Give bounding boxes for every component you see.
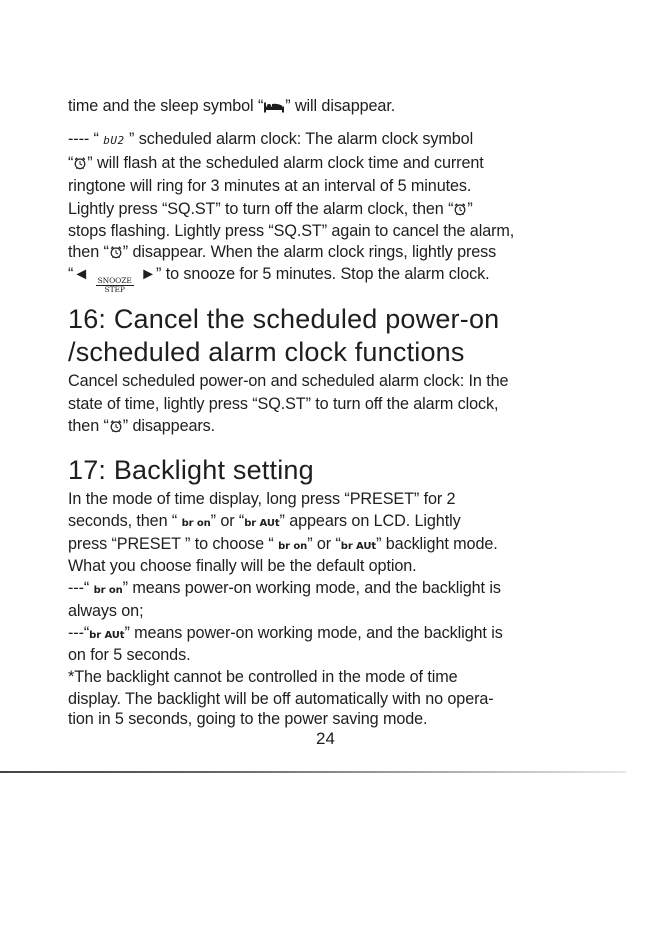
text: press “PRESET ” to choose “ <box>68 535 279 553</box>
text: “ <box>68 154 74 172</box>
text: ” <box>467 200 473 218</box>
snooze-label: SNOOZE <box>97 276 132 285</box>
lcd-code: br on <box>278 541 308 552</box>
section-heading: 17: Backlight setting <box>68 455 314 485</box>
text-line <box>68 263 490 294</box>
text-line: display. The backlight will be off automatically with no opera- <box>68 690 494 708</box>
lcd-code: br on <box>181 518 211 529</box>
text-line: Cancel scheduled power-on and scheduled alarm clock: In the <box>68 372 509 390</box>
alarm-clock-icon <box>73 156 87 170</box>
text-line: What you choose finally will be the default option. <box>68 557 417 575</box>
text: ” scheduled alarm clock: The alarm clock symbol <box>124 130 474 148</box>
step-label: STEP <box>104 285 125 294</box>
footer-divider <box>0 771 626 773</box>
lcd-code: bU2 <box>103 134 125 147</box>
text-line <box>68 577 501 602</box>
text-line <box>68 152 484 174</box>
text: ---“ <box>68 579 94 597</box>
lcd-code: br AUt <box>89 630 125 641</box>
text-line <box>68 241 496 263</box>
text-line: on for 5 seconds. <box>68 646 191 664</box>
text: ►” to snooze for 5 minutes. Stop the alarm clock. <box>135 265 490 283</box>
sleep-bed-icon <box>263 100 285 113</box>
alarm-clock-icon <box>109 419 123 433</box>
snooze-step-label <box>96 277 134 294</box>
text-line <box>68 415 215 437</box>
text: ” will disappear. <box>285 97 396 115</box>
lcd-code: br on <box>93 585 123 596</box>
text-line: tion in 5 seconds, going to the power saving mode. <box>68 710 428 728</box>
text: ” or “ <box>307 535 341 553</box>
text: ” disappear. When the alarm clock rings, lightly press <box>122 243 497 261</box>
text-line: ringtone will ring for 3 minutes at an interval of 5 minutes. <box>68 177 472 195</box>
text: “◄ <box>68 265 94 283</box>
section-heading: 16: Cancel the scheduled power-on <box>68 304 500 334</box>
text: ---“ <box>68 624 90 642</box>
lcd-code: br AUt <box>244 518 280 529</box>
text: time and the sleep symbol “ <box>68 97 264 115</box>
text: ” will flash at the scheduled alarm clock time and current <box>87 154 484 172</box>
text: ” means power-on working mode, and the backlight is <box>124 624 503 642</box>
text: ” or “ <box>210 512 245 530</box>
alarm-clock-icon <box>109 245 123 259</box>
text-line <box>68 95 395 117</box>
text-line: *The backlight cannot be controlled in the mode of time <box>68 668 458 686</box>
text: ” disappears. <box>122 417 216 435</box>
text: then “ <box>68 417 109 435</box>
text-line: In the mode of time display, long press “PRESET” for 2 <box>68 490 456 508</box>
text: ” appears on LCD. Lightly <box>279 512 461 530</box>
text: ” means power-on working mode, and the backlight is <box>122 579 501 597</box>
text-line: always on; <box>68 602 144 620</box>
text-line: stops flashing. Lightly press “SQ.ST” again to cancel the alarm, <box>68 222 515 240</box>
text: ” backlight mode. <box>376 535 498 553</box>
text: Lightly press “SQ.ST” to turn off the alarm clock, then “ <box>68 200 454 218</box>
text: ---- “ <box>68 130 104 148</box>
lcd-code: br AUt <box>340 541 377 552</box>
text-line <box>68 128 473 152</box>
page-number: 24 <box>316 729 335 748</box>
text-line: state of time, lightly press “SQ.ST” to turn off the alarm clock, <box>68 395 499 413</box>
text-line <box>68 198 473 220</box>
alarm-clock-icon <box>453 202 467 216</box>
text: then “ <box>68 243 109 261</box>
text-line <box>68 510 461 535</box>
text: seconds, then “ <box>68 512 182 530</box>
section-heading: /scheduled alarm clock functions <box>68 337 465 367</box>
